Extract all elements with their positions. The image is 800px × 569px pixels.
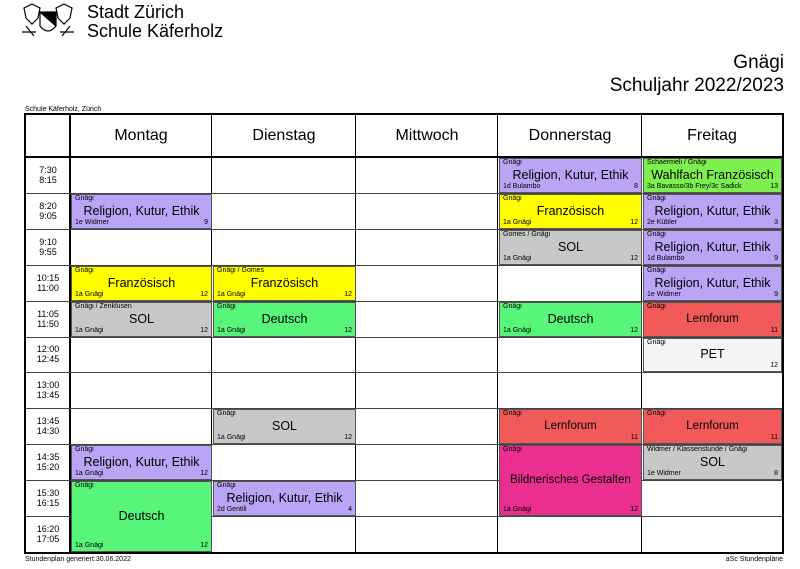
period-end: 15:20 xyxy=(36,462,60,473)
period-end: 14:30 xyxy=(36,426,60,437)
lesson-cell[interactable] xyxy=(643,338,782,373)
period-end: 11:50 xyxy=(37,318,59,329)
lesson-teacher: Gnägi xyxy=(503,159,522,166)
lesson-teacher: Gnägi xyxy=(503,410,522,418)
lesson-subject: Religion, Kutur, Ethik xyxy=(226,491,343,506)
lesson-room: 11 xyxy=(770,326,778,334)
lesson-cell[interactable] xyxy=(643,445,782,480)
lesson-room: 12 xyxy=(770,362,778,370)
lesson-room: 12 xyxy=(344,434,352,442)
lesson-subject: Religion, Kutur, Ethik xyxy=(654,239,771,254)
lesson-teacher: Schaermeli / Gnägi xyxy=(647,159,707,166)
lesson-room: 12 xyxy=(344,290,352,298)
lesson-room: 8 xyxy=(774,470,778,478)
lesson-teacher: Gnägi xyxy=(647,410,666,418)
org-name: Stadt Zürich xyxy=(87,2,185,22)
lesson-room: 12 xyxy=(344,326,352,334)
period-end: 13:45 xyxy=(36,390,60,401)
lesson-subject: SOL xyxy=(699,455,725,470)
lesson-cell[interactable] xyxy=(499,302,642,337)
lesson-teacher: Gnägi xyxy=(503,194,522,202)
lesson-subject: SOL xyxy=(271,419,297,434)
period-time xyxy=(26,229,70,265)
lesson-subject: Bildnerisches Gestalten xyxy=(510,474,631,487)
lesson-class: 1a Gnägi xyxy=(503,506,532,514)
lesson-class: 3a Bavasso/3b Frey/3c Sadick xyxy=(647,182,742,190)
lesson-teacher: Gnägi xyxy=(647,194,666,202)
lesson-subject: Religion, Kutur, Ethik xyxy=(512,167,629,182)
lesson-teacher: Gnägi xyxy=(75,266,94,274)
lesson-subject: Lernforum xyxy=(686,312,739,325)
lesson-subject: Religion, Kutur, Ethik xyxy=(83,455,200,470)
lesson-teacher: Gnägi xyxy=(75,446,94,454)
period-start: 9:10 xyxy=(39,236,57,247)
lesson-room: 3 xyxy=(774,218,778,226)
period-end: 12:45 xyxy=(36,354,60,365)
lesson-subject: SOL xyxy=(128,311,154,326)
lesson-room: 12 xyxy=(630,506,638,514)
lesson-room: 11 xyxy=(630,434,638,442)
lesson-subject: Französisch xyxy=(250,275,319,290)
lesson-cell[interactable] xyxy=(499,230,642,265)
lesson-subject: Deutsch xyxy=(118,509,165,524)
lesson-teacher: Gnägi xyxy=(647,266,666,274)
period-start: 13:00 xyxy=(36,380,60,391)
school-location-label: Schule Käferholz, Zürich xyxy=(25,106,102,113)
lesson-cell[interactable] xyxy=(71,445,212,480)
lesson-class: 1e Widmer xyxy=(647,470,681,478)
lesson-cell[interactable] xyxy=(213,302,356,337)
lesson-class: 1e Widmer xyxy=(647,290,681,298)
period-start: 15:30 xyxy=(36,488,60,499)
period-start: 12:00 xyxy=(36,344,60,355)
day-header: Dienstag xyxy=(252,127,316,144)
period-end: 17:05 xyxy=(36,534,60,545)
lesson-teacher: Gomes / Gnägi xyxy=(503,230,551,238)
lesson-teacher: Gnägi xyxy=(647,338,666,346)
lesson-cell[interactable] xyxy=(71,194,212,229)
lesson-class: 2d Gentili xyxy=(217,506,247,514)
period-time xyxy=(26,157,70,193)
lesson-room: 12 xyxy=(200,541,208,549)
lesson-subject: Wahlfach Französisch xyxy=(651,167,774,182)
lesson-class: 1a Gnägi xyxy=(503,326,532,334)
lesson-class: 1a Gnägi xyxy=(75,290,104,298)
period-end: 16:15 xyxy=(36,498,60,509)
lesson-subject: Lernforum xyxy=(544,420,597,433)
lesson-class: 1e Widmer xyxy=(75,218,109,226)
lesson-cell[interactable] xyxy=(643,266,782,301)
lesson-teacher: Gnägi xyxy=(647,230,666,238)
day-header: Freitag xyxy=(687,127,737,144)
period-start: 16:20 xyxy=(36,524,60,535)
lesson-class: 1a Gnägi xyxy=(503,218,532,226)
period-time xyxy=(26,265,70,301)
lesson-cell[interactable] xyxy=(71,481,212,552)
lesson-room: 9 xyxy=(204,218,208,226)
period-time xyxy=(26,516,70,552)
lesson-cell[interactable] xyxy=(643,302,782,337)
lesson-room: 12 xyxy=(200,326,208,334)
lesson-teacher: Gnägi xyxy=(75,194,94,202)
lesson-teacher: Gnägi xyxy=(217,482,236,490)
lesson-cell[interactable] xyxy=(71,302,212,337)
lesson-cell[interactable] xyxy=(71,266,212,301)
day-header: Donnerstag xyxy=(528,127,612,144)
day-header: Mittwoch xyxy=(395,127,459,144)
school-name: Schule Käferholz xyxy=(87,21,224,41)
period-time xyxy=(26,480,70,516)
lesson-subject: Religion, Kutur, Ethik xyxy=(654,203,771,218)
period-start: 13:45 xyxy=(36,416,60,427)
lesson-room: 12 xyxy=(200,470,208,478)
lesson-room: 8 xyxy=(634,182,638,190)
grid-col-divider xyxy=(497,115,498,552)
lesson-cell[interactable] xyxy=(499,409,642,444)
period-end: 11:00 xyxy=(37,282,59,293)
period-time xyxy=(26,444,70,480)
lesson-room: 9 xyxy=(774,254,778,262)
lesson-subject: Deutsch xyxy=(547,311,594,326)
period-time xyxy=(26,337,70,373)
page-title: Gnägi xyxy=(733,52,784,73)
lesson-subject: Französisch xyxy=(107,275,176,290)
software-credit: aSc Stundenpläne xyxy=(725,556,783,563)
zurich-coat-of-arms-logo xyxy=(20,2,76,38)
lesson-class: 1a Gnägi xyxy=(75,470,104,478)
lesson-teacher: Gnägi / Zenklusen xyxy=(75,302,132,310)
lesson-subject: PET xyxy=(700,347,725,362)
timetable-grid xyxy=(24,113,784,554)
lesson-cell[interactable] xyxy=(499,158,642,193)
lesson-subject: SOL xyxy=(557,239,583,254)
lesson-class: 1d Bulambo xyxy=(503,182,541,190)
period-start: 11:05 xyxy=(37,308,59,319)
lesson-cell[interactable] xyxy=(499,194,642,229)
lesson-room: 13 xyxy=(770,182,778,190)
day-header: Montag xyxy=(114,127,168,144)
period-time xyxy=(26,193,70,229)
grid-row-divider xyxy=(26,372,782,373)
school-year: Schuljahr 2022/2023 xyxy=(609,75,784,96)
lesson-subject: Religion, Kutur, Ethik xyxy=(654,275,771,290)
lesson-cell[interactable] xyxy=(643,194,782,229)
period-time xyxy=(26,372,70,408)
lesson-cell[interactable] xyxy=(643,230,782,265)
lesson-class: 1a Gnägi xyxy=(217,434,246,442)
lesson-teacher: Gnägi xyxy=(503,446,522,454)
lesson-subject: Lernforum xyxy=(686,420,739,433)
period-end: 8:15 xyxy=(39,174,57,185)
lesson-class: 1a Gnägi xyxy=(217,326,246,334)
period-start: 8:20 xyxy=(39,200,57,211)
lesson-class: 1d Bulambo xyxy=(647,254,685,262)
period-start: 14:35 xyxy=(36,452,60,463)
lesson-room: 12 xyxy=(630,254,638,262)
lesson-teacher: Gnägi xyxy=(647,302,666,310)
lesson-cell[interactable] xyxy=(499,445,642,516)
lesson-teacher: Gnägi xyxy=(217,410,236,418)
lesson-class: 2e Kübler xyxy=(647,218,677,226)
lesson-teacher: Gnägi xyxy=(75,482,94,490)
lesson-cell[interactable] xyxy=(213,409,356,444)
period-start: 7:30 xyxy=(39,164,57,175)
lesson-subject: Religion, Kutur, Ethik xyxy=(83,203,200,218)
lesson-room: 4 xyxy=(348,506,352,514)
lesson-teacher: Gnägi / Gomes xyxy=(217,266,265,274)
period-time xyxy=(26,408,70,444)
lesson-cell[interactable] xyxy=(643,158,782,193)
lesson-room: 9 xyxy=(774,290,778,298)
lesson-class: 1a Gnägi xyxy=(503,254,532,262)
period-start: 10:15 xyxy=(36,272,60,283)
lesson-class: 1a Gnägi xyxy=(217,290,246,298)
lesson-room: 12 xyxy=(630,218,638,226)
lesson-teacher: Gnägi xyxy=(217,302,236,310)
lesson-room: 12 xyxy=(200,290,208,298)
lesson-subject: Französisch xyxy=(536,203,605,218)
lesson-teacher: Gnägi xyxy=(503,302,522,310)
lesson-cell[interactable] xyxy=(643,409,782,444)
generated-date: Stundenplan generiert:30.06.2022 xyxy=(25,556,131,563)
lesson-cell[interactable] xyxy=(213,266,356,301)
lesson-room: 12 xyxy=(630,326,638,334)
lesson-cell[interactable] xyxy=(213,481,356,516)
lesson-class: 1a Gnägi xyxy=(75,541,104,549)
period-end: 9:05 xyxy=(39,210,57,221)
lesson-subject: Deutsch xyxy=(261,311,308,326)
period-end: 9:55 xyxy=(39,246,57,257)
lesson-class: 1a Gnägi xyxy=(75,326,104,334)
lesson-room: 11 xyxy=(770,434,778,442)
period-time xyxy=(26,301,70,337)
lesson-teacher: Widmer / Klassenstunde / Gnägi xyxy=(647,446,748,454)
